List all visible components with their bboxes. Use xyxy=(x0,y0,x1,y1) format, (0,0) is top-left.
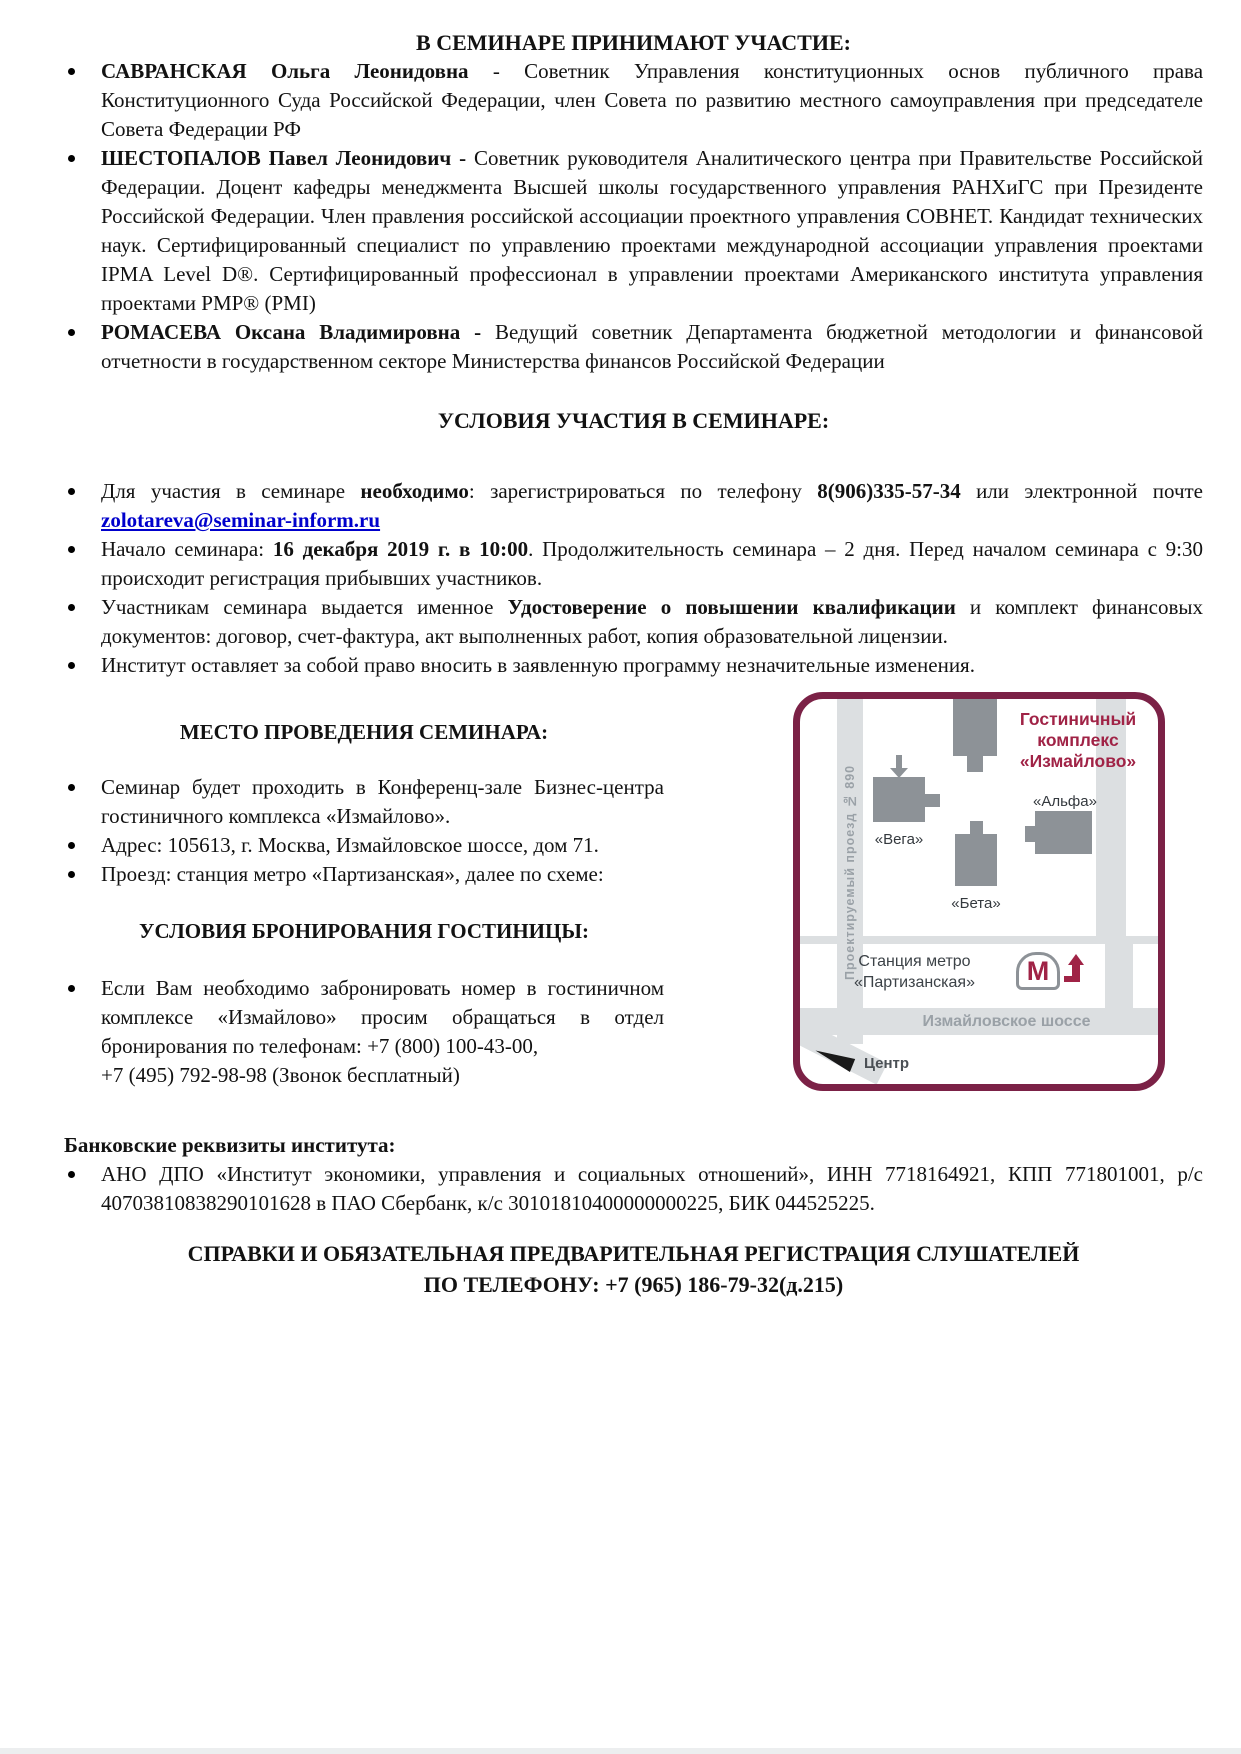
bullet-icon xyxy=(68,784,75,791)
map-metro-station-label xyxy=(812,951,1017,993)
list-item xyxy=(64,974,664,1090)
condition-text: : зарегистрироваться по телефону xyxy=(468,479,818,503)
bullet-icon xyxy=(68,842,75,849)
condition-text: и комплект финансовых документов: договор, счет-фактура, акт выполненных работ, копия образовательной лицензии. xyxy=(101,595,1203,648)
map-road-left-label: Проектируемый проезд № 890 xyxy=(843,764,857,980)
speaker-desc: Советник руководителя Аналитического центра при Правительстве Российской Федерации. Доцент кафедры менеджмента Высшей школы государственного управления РАНХиГС при Президенте Российской Федерации. Член правления российской ассоциации проектного управления СОВНЕТ. Кандидат технических наук. Сертифицированный специалист по управлению проектами международной ассоциации управления проектами IPMA Level D®. Сертифицированный профессионал в управлении проектами Американского института управления проектами PMP® (PMI) xyxy=(101,146,1204,315)
metro-m-icon: М xyxy=(1016,952,1060,990)
map-center-label: Центр xyxy=(864,1055,910,1072)
venue-map-section xyxy=(64,692,1165,1091)
condition-bold: 8(906)335-57-34 xyxy=(817,479,961,503)
speaker-desc: - Советник Управления конституционных основ публичного права Конституционного Суда Российской Федерации, член Совета по развитию местного самоуправления при председателе Совета Федерации РФ xyxy=(101,59,1204,141)
speaker-desc: Ведущий советник Департамента бюджетной методологии и финансовой отчетности в государственном секторе Министерства финансов Российской Федерации xyxy=(101,320,1203,373)
hotel-location-map xyxy=(793,692,1165,1091)
venue-text: Семинар будет проходить в Конференц-зале Бизнес-центра гостиничного комплекса «Измайлово». xyxy=(101,775,664,828)
condition-bold: Удостоверение о повышении квалификации xyxy=(507,595,956,619)
metro-station-line: Станция метро xyxy=(858,953,971,970)
map-building-vega xyxy=(873,777,925,822)
list-item xyxy=(64,593,1203,651)
condition-bold: необходимо xyxy=(360,479,469,503)
list-item xyxy=(64,860,664,889)
list-item xyxy=(64,535,1203,593)
bank-details-list xyxy=(64,1160,1203,1218)
list-item xyxy=(64,831,664,860)
condition-text: Начало семинара: xyxy=(101,537,273,561)
list-item xyxy=(64,144,1203,318)
page-bottom-edge xyxy=(0,1748,1241,1754)
map-label-beta: «Бета» xyxy=(951,895,1001,912)
bullet-icon xyxy=(68,488,75,495)
list-item xyxy=(64,477,1203,535)
participants-heading: В СЕМИНАРЕ ПРИНИМАЮТ УЧАСТИЕ: xyxy=(416,30,851,55)
hotel-booking-list xyxy=(64,974,664,1090)
venue-list xyxy=(64,773,664,889)
footer-line: ПО ТЕЛЕФОНУ: +7 (965) 186-79-32(д.215) xyxy=(423,1272,844,1297)
map-title-line: комплекс xyxy=(1037,730,1119,750)
hotel-text: Если Вам необходимо забронировать номер в гостиничном комплексе «Измайлово» просим обращаться в отдел бронирования по телефонам: +7 (800) 100-43-00, xyxy=(101,976,664,1058)
metro-station-line: «Партизанская» xyxy=(854,974,975,991)
speaker-name: САВРАНСКАЯ Ольга Леонидовна xyxy=(101,59,469,83)
email-link[interactable]: zolotareva@seminar-inform.ru xyxy=(101,508,381,532)
map-building-top-annex xyxy=(967,756,983,772)
condition-text: Для участия в семинаре xyxy=(101,479,361,503)
condition-text: Участникам семинара выдается именное xyxy=(101,595,508,619)
bullet-icon xyxy=(68,985,75,992)
condition-bold: 16 декабря 2019 г. в 10:00 xyxy=(272,537,529,561)
bullet-icon xyxy=(68,662,75,669)
speaker-name: ШЕСТОПАЛОВ Павел Леонидович - xyxy=(101,146,467,170)
bullet-icon xyxy=(68,604,75,611)
conditions-list xyxy=(64,477,1203,680)
registration-footer xyxy=(64,1238,1203,1300)
turn-up-arrow-icon xyxy=(1066,954,1086,988)
venue-text: Проезд: станция метро «Партизанская», далее по схеме: xyxy=(101,862,604,886)
list-item xyxy=(64,1160,1203,1218)
map-shosse-label: Измайловское шоссе xyxy=(922,1013,1091,1030)
map-building-beta xyxy=(955,834,997,886)
list-item xyxy=(64,318,1203,376)
conditions-heading: УСЛОВИЯ УЧАСТИЯ В СЕМИНАРЕ: xyxy=(437,408,830,433)
map-building-alfa xyxy=(1035,811,1092,854)
map-building-vega-annex xyxy=(925,794,940,807)
hotel-text-phone: +7 (495) 792-98-98 (Звонок бесплатный) xyxy=(101,1063,460,1087)
bullet-icon xyxy=(68,329,75,336)
condition-text: Институт оставляет за собой право вносить в заявленную программу незначительные изменения. xyxy=(101,653,975,677)
venue-text: Адрес: 105613, г. Москва, Измайловское шоссе, дом 71. xyxy=(101,833,599,857)
bank-details-heading: Банковские реквизиты института: xyxy=(64,1133,396,1157)
map-road-vertical-right-lower xyxy=(1105,944,1133,1008)
participants-list xyxy=(64,57,1203,376)
map-title-line: Гостиничный xyxy=(1019,709,1137,729)
down-arrow-icon xyxy=(890,755,908,779)
footer-line: СПРАВКИ И ОБЯЗАТЕЛЬНАЯ ПРЕДВАРИТЕЛЬНАЯ РЕГИСТРАЦИЯ СЛУШАТЕЛЕЙ xyxy=(187,1241,1080,1266)
map-title-line: «Измайлово» xyxy=(1019,751,1137,771)
condition-text: или электронной почте xyxy=(960,479,1203,503)
list-item xyxy=(64,773,664,831)
map-building-top xyxy=(953,699,997,756)
condition-text: . Продолжительность семинара – 2 дня. Перед началом семинара с 9:30 происходит регистрация прибывших участников. xyxy=(101,537,1203,590)
bank-details-text: АНО ДПО «Институт экономики, управления и социальных отношений», ИНН 7718164921, КПП 771801001, р/с 40703810838290101628 в ПАО Сбербанк, к/с 30101810400000000225, БИК 044525225. xyxy=(101,1162,1203,1215)
bullet-icon xyxy=(68,546,75,553)
list-item xyxy=(64,57,1203,144)
bullet-icon xyxy=(68,871,75,878)
bullet-icon xyxy=(68,68,75,75)
map-title xyxy=(1002,709,1154,772)
map-label-alfa: «Альфа» xyxy=(1033,793,1097,810)
map-building-beta-annex xyxy=(970,821,983,834)
speaker-name: РОМАСЕВА Оксана Владимировна - xyxy=(101,320,482,344)
venue-column xyxy=(64,692,664,1091)
venue-heading: МЕСТО ПРОВЕДЕНИЯ СЕМИНАРА: xyxy=(179,720,549,744)
map-label-vega: «Вега» xyxy=(874,831,924,848)
list-item xyxy=(64,651,1203,680)
bullet-icon xyxy=(68,1171,75,1178)
map-building-alfa-annex xyxy=(1025,826,1035,842)
hotel-booking-heading: УСЛОВИЯ БРОНИРОВАНИЯ ГОСТИНИЦЫ: xyxy=(139,919,589,943)
bullet-icon xyxy=(68,155,75,162)
